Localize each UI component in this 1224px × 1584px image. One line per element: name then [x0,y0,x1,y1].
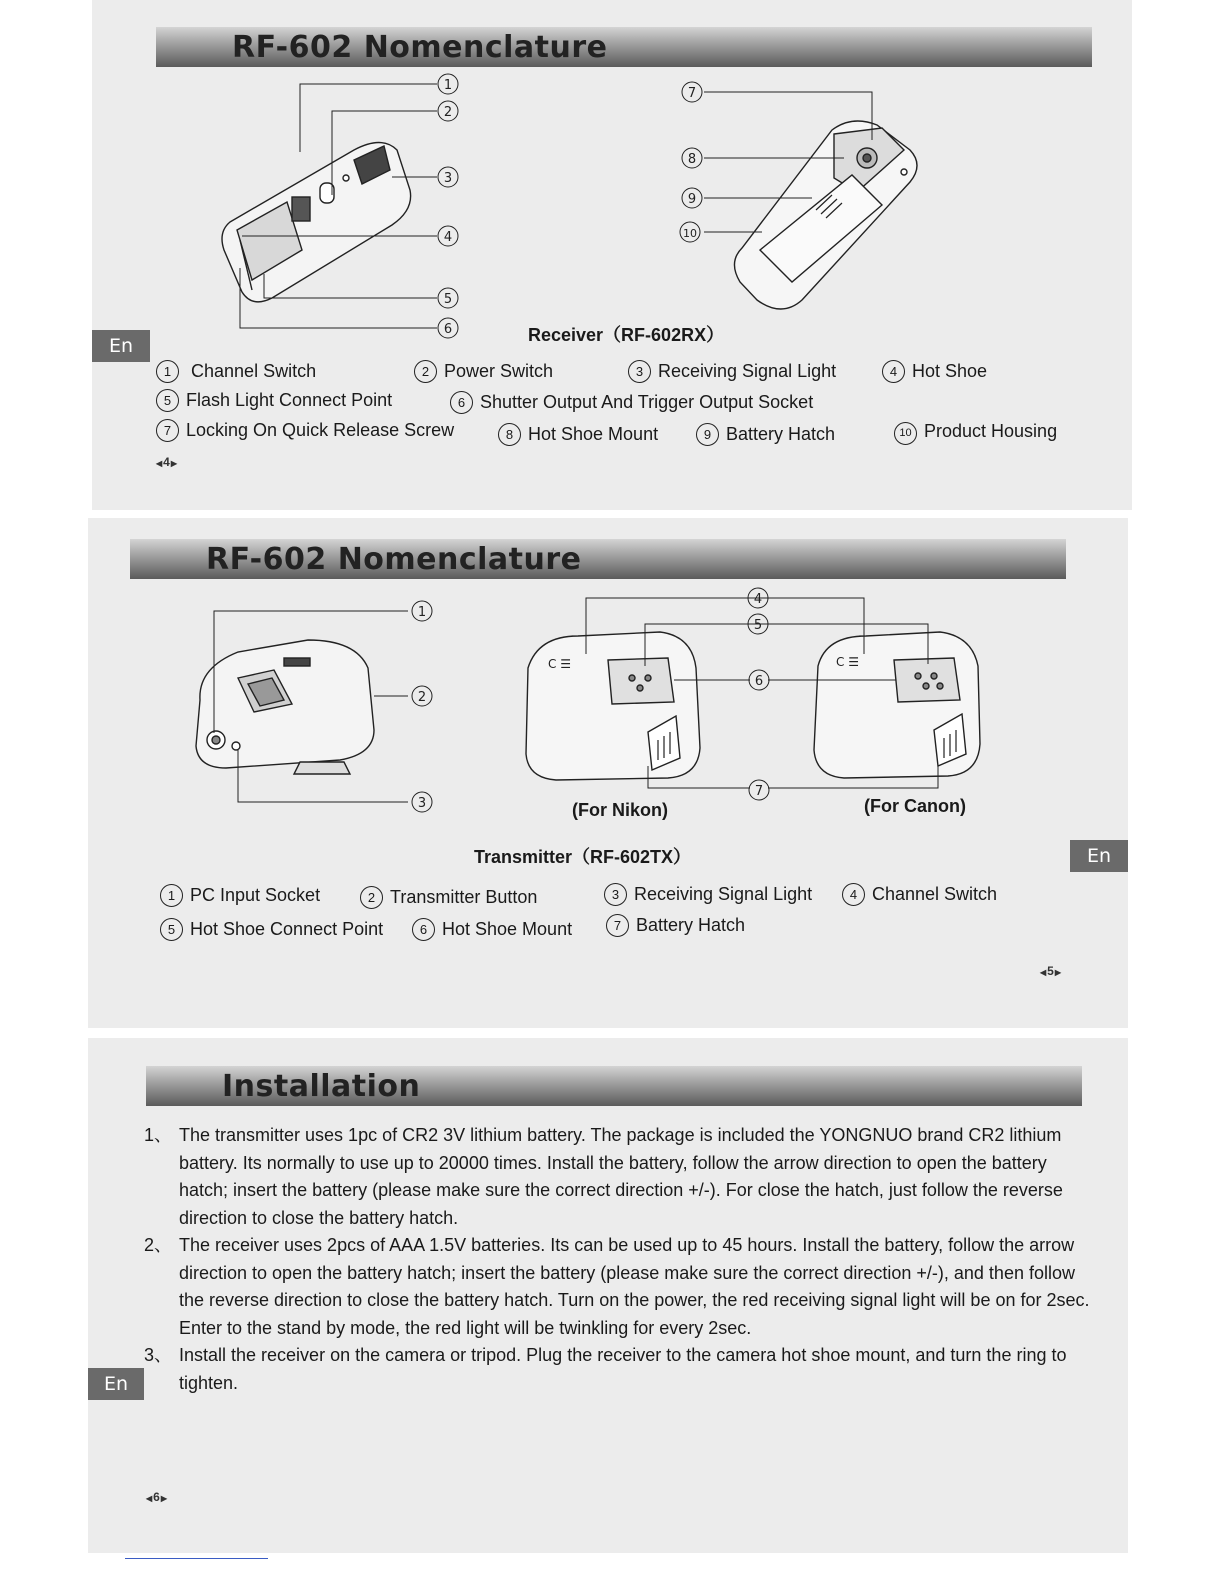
page-title: RF-602 Nomenclature [232,30,608,65]
language-tab: En [92,330,150,362]
legend-label: Hot Shoe Mount [442,919,573,939]
legend-label: Locking On Quick Release Screw [186,420,455,440]
callout-5: 5 [753,618,763,633]
receiver-callout-markers [438,74,458,338]
step-index: 2、 [144,1235,173,1255]
callout-6: 6 [443,322,453,337]
page-installation [88,1038,1128,1553]
legend-item [882,360,987,383]
step-text: The transmitter uses 1pc of CR2 3V lithium battery. The package is included the YONGNUO brand CR2 lithium battery. Its normally to use up to 20000 times. Install the battery, follow the arrow direction to open the battery hatch; insert the battery (please make sure the correct direction +/-). For close the hatch, just follow the reverse direction to close the battery hatch. [179,1125,1063,1228]
callout-5: 5 [443,292,453,307]
receiver-back-callout-markers [680,82,702,242]
footer-rule [125,1558,268,1559]
legend-label: Battery Hatch [636,915,746,935]
callout-6: 6 [754,674,764,689]
legend-item [156,389,392,412]
callout-10: 10 [683,227,697,240]
legend-label: Transmitter Button [390,887,538,907]
legend-label: Flash Light Connect Point [186,390,393,410]
legend-item [360,886,537,909]
legend-label: PC Input Socket [190,885,321,905]
legend-number: 4 [842,883,865,906]
canon-caption: (For Canon) [864,796,966,816]
nikon-caption: (For Nikon) [572,800,668,820]
page-title: Installation [222,1069,421,1104]
transmitter-diagram [88,518,1128,818]
page-transmitter-nomenclature [88,518,1128,1028]
legend-label: Battery Hatch [726,424,836,444]
callout-1: 1 [417,605,427,620]
legend-number: 5 [156,389,179,412]
svg-text:C ☰: C ☰ [836,655,859,669]
step-index: 3、 [144,1345,173,1365]
callout-9: 9 [687,192,697,207]
page-number: ◀ 5 ▶ [1040,964,1061,978]
legend-label: Shutter Output And Trigger Output Socket [480,392,814,412]
legend-label: Hot Shoe [912,361,988,381]
transmitter-base-callout-markers [748,588,769,800]
page-receiver-nomenclature [92,0,1132,510]
legend-item [156,360,316,383]
legend-item [498,423,658,446]
installation-step [144,1232,1090,1342]
legend-item [160,884,320,907]
receiver-back-illustration [734,121,917,309]
legend-item [696,423,835,446]
legend-label: Power Switch [444,361,554,381]
receiver-front-illustration [222,143,411,302]
legend-number: 2 [414,360,437,383]
nikon-transmitter-illustration [526,632,700,780]
language-tab: En [88,1368,144,1400]
legend-number: 2 [360,886,383,909]
step-index: 1、 [144,1125,173,1145]
callout-4: 4 [753,592,763,607]
legend-label: Hot Shoe Mount [528,424,659,444]
legend-label: Channel Switch [872,884,998,904]
callout-8: 8 [687,152,697,167]
legend-item [156,419,454,442]
legend-number: 3 [604,883,627,906]
legend-label: Hot Shoe Connect Point [190,919,384,939]
transmitter-front-illustration [196,640,374,774]
legend-number: 3 [628,360,651,383]
receiver-diagram [92,0,1132,340]
legend-number: 9 [696,423,719,446]
legend-number: 4 [882,360,905,383]
legend-item [412,918,572,941]
legend-number: 1 [160,884,183,907]
legend-item [450,391,813,414]
legend-number: 5 [160,918,183,941]
legend-item [604,883,812,906]
callout-7: 7 [687,86,697,101]
page-number: ◀ 4 ▶ [156,455,177,469]
callout-2: 2 [443,105,453,120]
legend-item [414,360,553,383]
callout-7: 7 [754,784,764,799]
page-number: ◀ 6 ▶ [146,1490,167,1504]
step-text: The receiver uses 2pcs of AAA 1.5V batteries. Its can be used up to 45 hours. Install the battery, follow the arrow direction to open the battery hatch; insert the battery (please make sure the correct direction +/-), and then follow the reverse direction to close the battery hatch. Turn on the power, the red receiving signal light will be on for 2sec. Enter to the stand by mode, the red light will be twinkling for every 2sec. [179,1235,1090,1338]
legend-item [160,918,383,941]
legend-label: Receiving Signal Light [658,361,837,381]
receiver-caption: Receiver（RF-602RX） [528,325,725,345]
legend-number: 8 [498,423,521,446]
installation-step [144,1342,1090,1397]
callout-4: 4 [443,230,453,245]
legend-number: 6 [450,391,473,414]
canon-transmitter-illustration [814,632,980,778]
legend-item [628,360,836,383]
legend-label: Channel Switch [191,361,317,381]
callout-3: 3 [443,171,453,186]
legend-label: Receiving Signal Light [634,884,813,904]
legend-item [894,421,1057,445]
legend-label: Product Housing [924,421,1058,441]
transmitter-caption: Transmitter（RF-602TX） [474,847,692,867]
callout-3: 3 [417,796,427,811]
transmitter-callout-markers [412,601,432,812]
legend-number: 7 [606,914,629,937]
callout-2: 2 [417,690,427,705]
installation-step [144,1122,1090,1232]
legend-number: 10 [894,422,917,445]
svg-text:C ☰: C ☰ [548,657,571,671]
legend-item [842,883,997,906]
legend-number: 6 [412,918,435,941]
installation-steps [144,1122,1090,1397]
step-text: Install the receiver on the camera or tripod. Plug the receiver to the camera hot shoe mount, and turn the ring to tighten. [179,1345,1067,1393]
callout-1: 1 [443,78,453,93]
language-tab: En [1070,840,1128,872]
legend-number: 1 [156,360,179,383]
legend-number: 7 [156,419,179,442]
legend-item [606,914,745,937]
page-title: RF-602 Nomenclature [206,542,582,577]
